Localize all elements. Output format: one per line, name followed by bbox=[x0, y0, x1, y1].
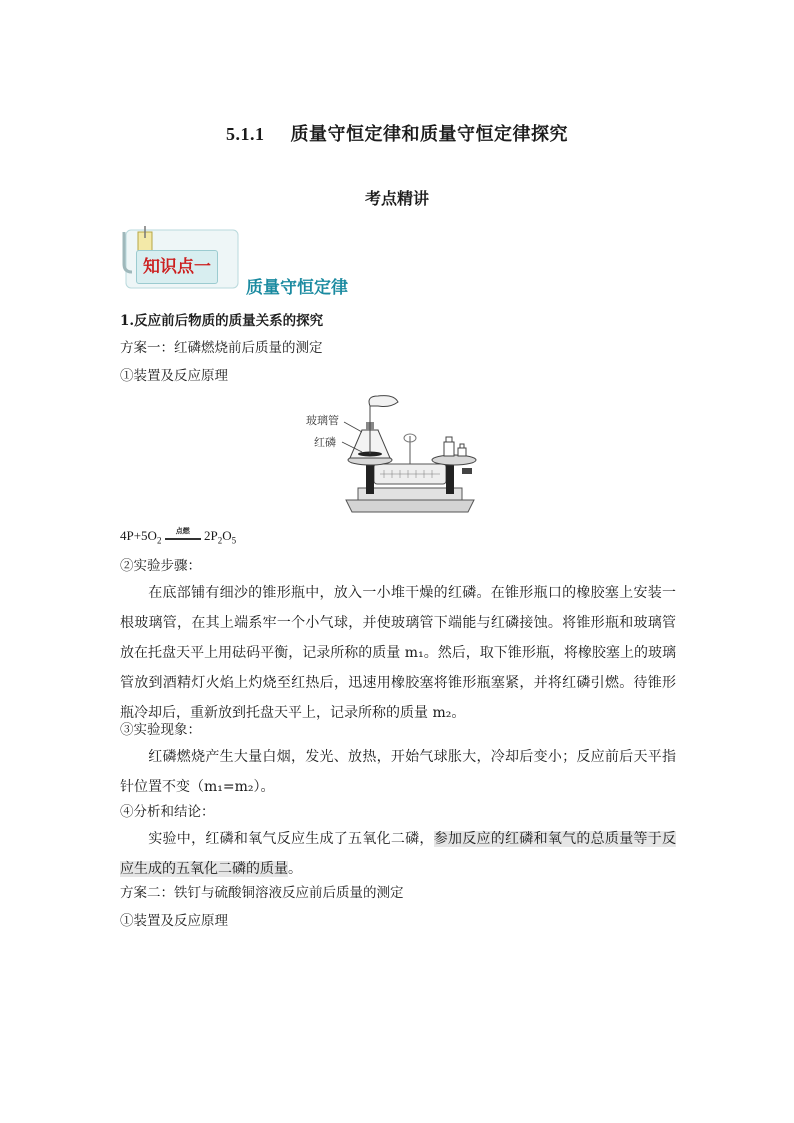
step4-paragraph: 实验中，红磷和氧气反应生成了五氧化二磷，参加反应的红磷和氧气的总质量等于反应生成的五氧化二磷的质量。 bbox=[120, 831, 677, 877]
plan1-title: 方案一：红磷燃烧前后质量的测定 bbox=[120, 340, 323, 356]
knowledge-point-title: 质量守恒定律 bbox=[246, 278, 348, 298]
highlighted-conclusion: 参加反应的红磷和氧气的总质量等于反应生成的五氧化二磷的质量 bbox=[120, 831, 677, 877]
plan2-step1: ①装置及反应原理 bbox=[120, 913, 228, 929]
heading-1: 1.反应前后物质的质量关系的探究 bbox=[120, 313, 324, 329]
title-text: 质量守恒定律和质量守恒定律探究 bbox=[290, 124, 568, 145]
balance-apparatus-figure bbox=[306, 392, 486, 520]
step3-title: ③实验现象： bbox=[120, 722, 201, 738]
reaction-condition: 点燃 bbox=[165, 536, 201, 540]
step2-title: ②实验步骤： bbox=[120, 558, 201, 574]
page-subtitle: 考点精讲 bbox=[364, 189, 429, 208]
step2-paragraph: 在底部铺有细沙的锥形瓶中，放入一小堆干燥的红磷。在锥形瓶口的橡胶塞上安装一根玻璃管，在其上端系牢一个小气球，并使玻璃管下端能与红磷接蚀。将锥形瓶和玻璃管放在托盘天平上用砝码平衡，记录所称的质量 m₁。然后，取下锥形瓶，将橡胶塞上的玻璃管放到酒精灯火焰上灼烧至红热后，迅速用橡胶塞将锥形瓶塞紧，并将红磷引燃。待锥形瓶冷却后，重新放到托盘天平上，记录所称的质量 m₂。 bbox=[120, 585, 676, 721]
page-title bbox=[0, 120, 794, 146]
chemical-equation: $4P+5O_2$ 点燃 $2P_2O_5$ bbox=[120, 527, 237, 546]
label-glass-tube: 玻璃管 bbox=[306, 414, 339, 427]
knowledge-point-badge: 知识点一 bbox=[136, 250, 218, 284]
section-number: 5.1.1 bbox=[226, 124, 265, 144]
step4-title: ④分析和结论： bbox=[120, 804, 215, 820]
plan2-title: 方案二：铁钉与硫酸铜溶液反应前后质量的测定 bbox=[120, 885, 404, 901]
step3-paragraph: 红磷燃烧产生大量白烟，发光、放热，开始气球胀大，冷却后变小；反应前后天平指针位置不变（m₁=m₂）。 bbox=[120, 749, 676, 795]
plan1-step1: ①装置及反应原理 bbox=[120, 368, 228, 384]
label-red-phosphorus: 红磷 bbox=[314, 436, 336, 449]
